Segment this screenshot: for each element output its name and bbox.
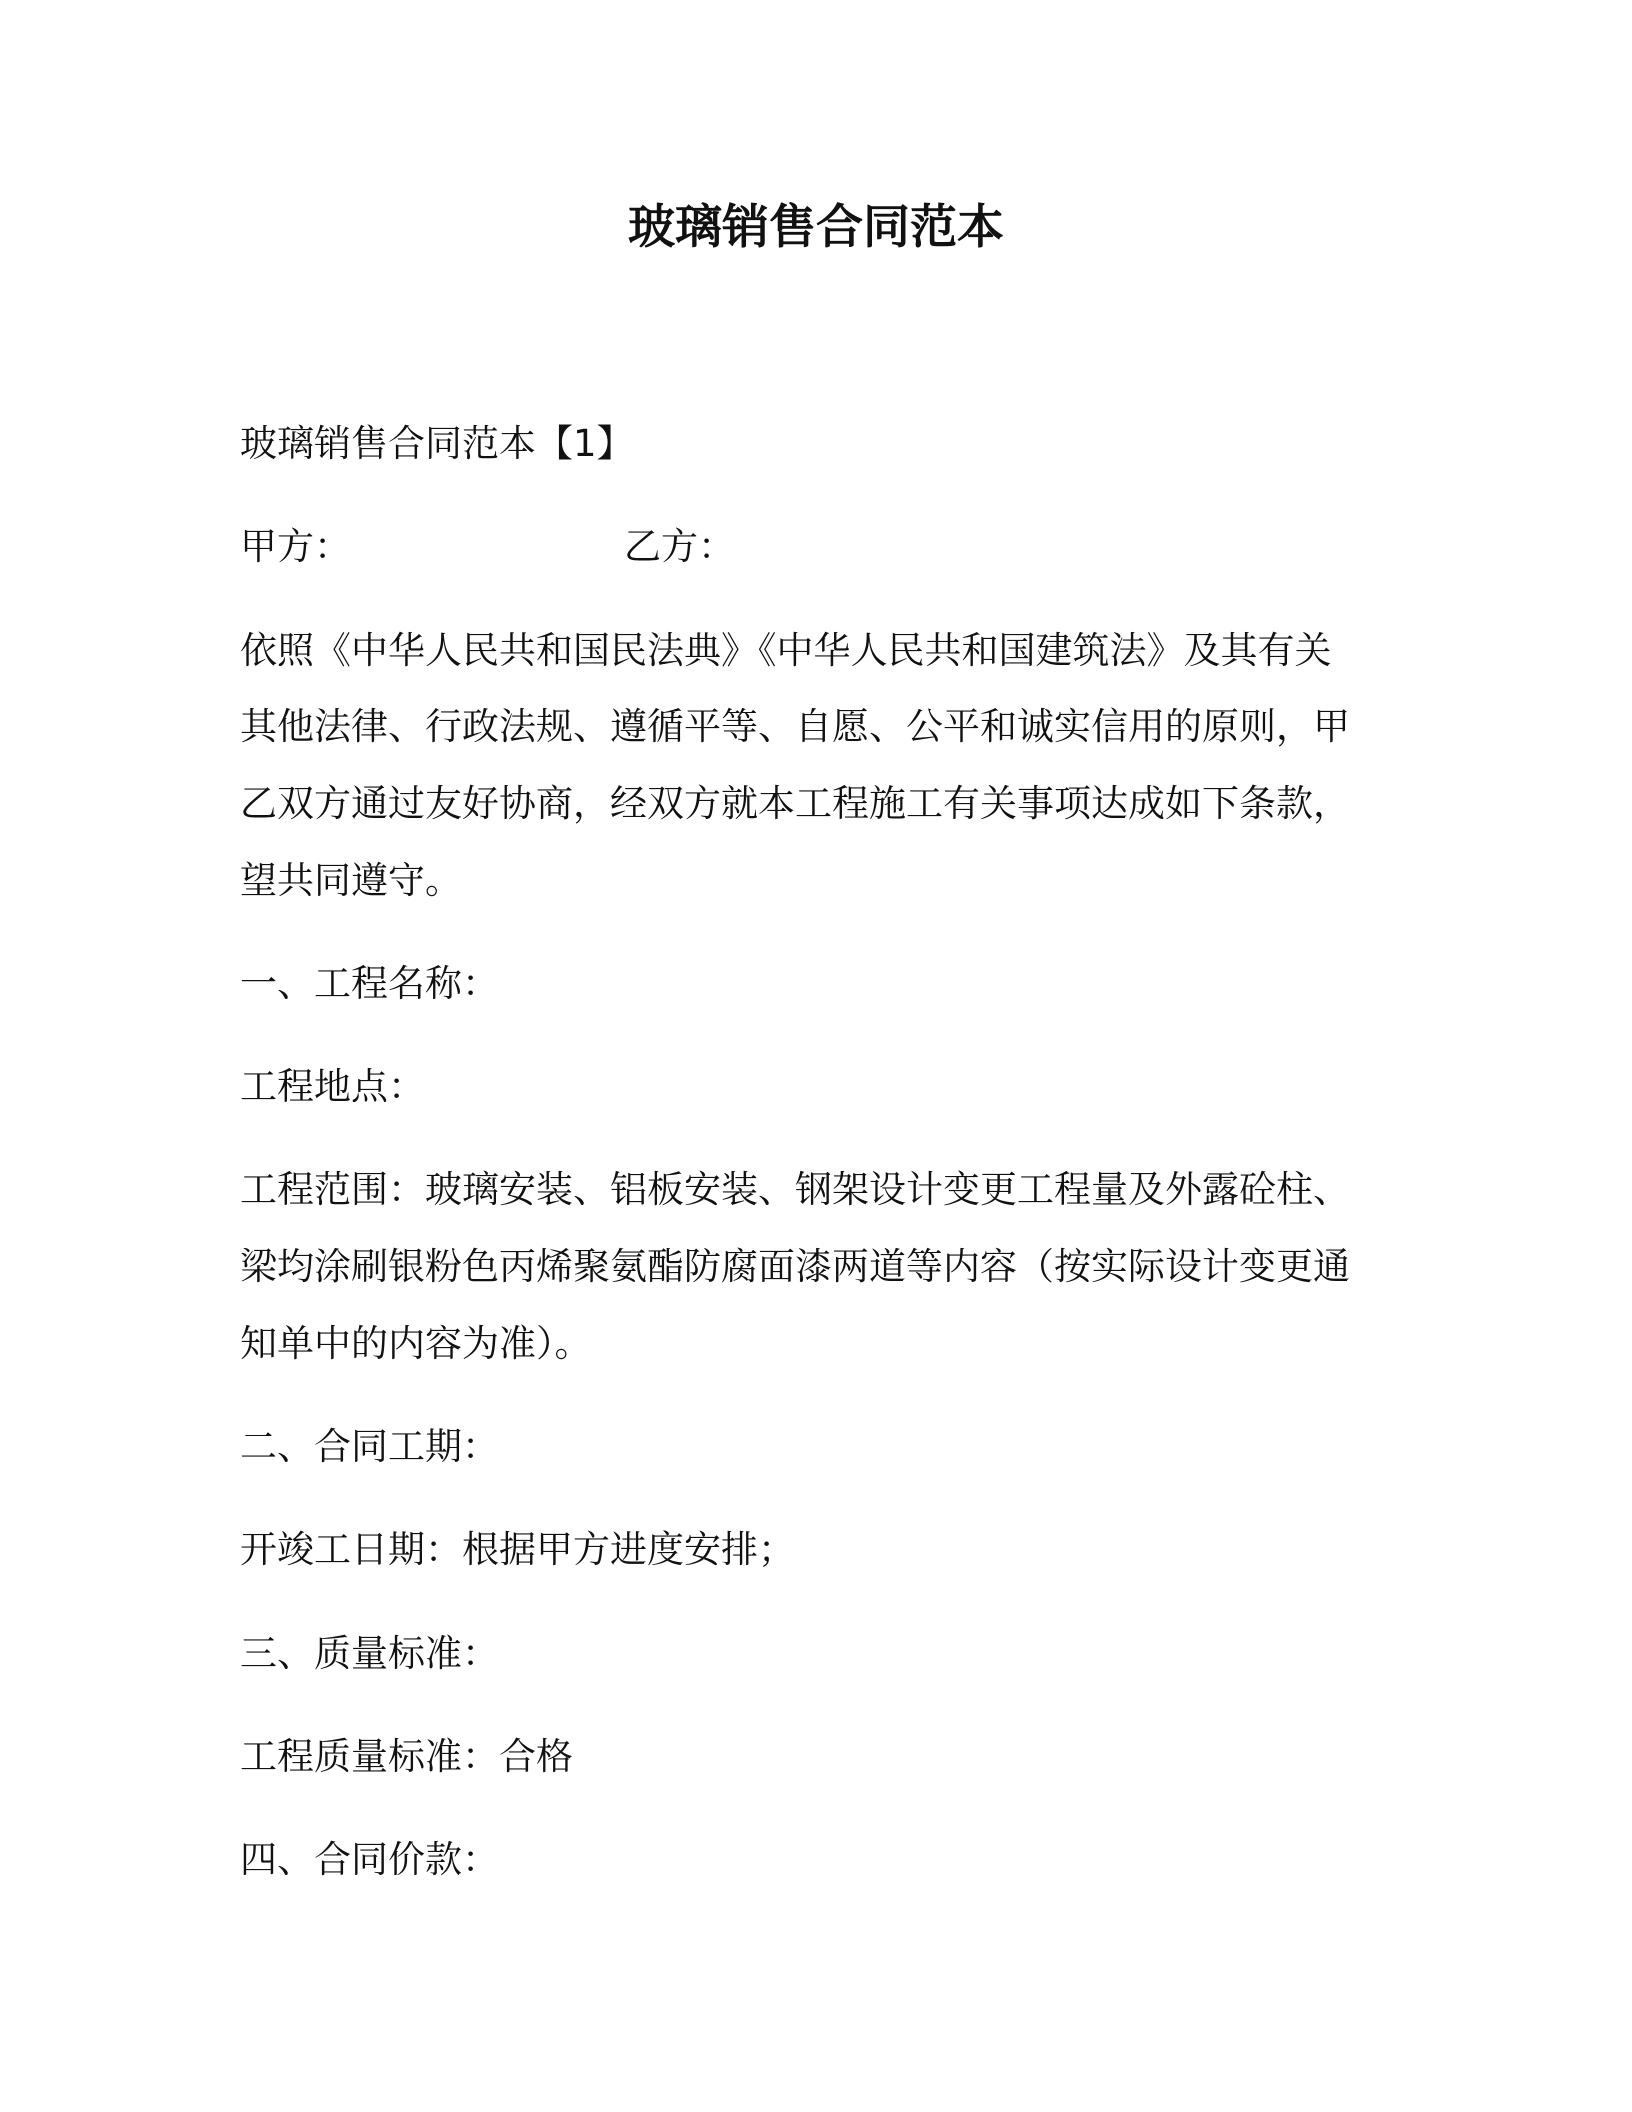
intro-line-1: 依照《中华人民共和国民法典》《中华人民共和国建筑法》及其有关 (240, 629, 1332, 672)
section-4-heading: 四、合同价款： (240, 1838, 499, 1881)
intro-line-2: 其他法律、行政法规、遵循平等、自愿、公平和诚实信用的原则，甲 (240, 705, 1350, 748)
project-scope-line-3: 知单中的内容为准）。 (240, 1322, 592, 1365)
quality-line: 工程质量标准：合格 (240, 1735, 573, 1778)
schedule-line: 开竣工日期：根据甲方进度安排； (240, 1528, 795, 1571)
party-a-label: 甲方： (240, 525, 351, 568)
intro-line-4: 望共同遵守。 (240, 859, 462, 902)
project-location: 工程地点： (240, 1065, 425, 1108)
document-title: 玻璃销售合同范本 (628, 200, 1004, 255)
intro-line-3: 乙双方通过友好协商，经双方就本工程施工有关事项达成如下条款， (240, 782, 1350, 825)
section-1-heading: 一、工程名称： (240, 962, 499, 1005)
project-scope-line-1: 工程范围：玻璃安装、铝板安装、钢架设计变更工程量及外露砼柱、 (240, 1168, 1350, 1211)
section-2-heading: 二、合同工期： (240, 1425, 499, 1468)
project-scope-line-2: 梁均涂刷银粉色丙烯聚氨酯防腐面漆两道等内容（按实际设计变更通 (240, 1245, 1350, 1288)
party-b-label: 乙方： (624, 525, 735, 568)
section-3-heading: 三、质量标准： (240, 1632, 499, 1675)
section-subtitle: 玻璃销售合同范本【1】 (240, 422, 634, 465)
